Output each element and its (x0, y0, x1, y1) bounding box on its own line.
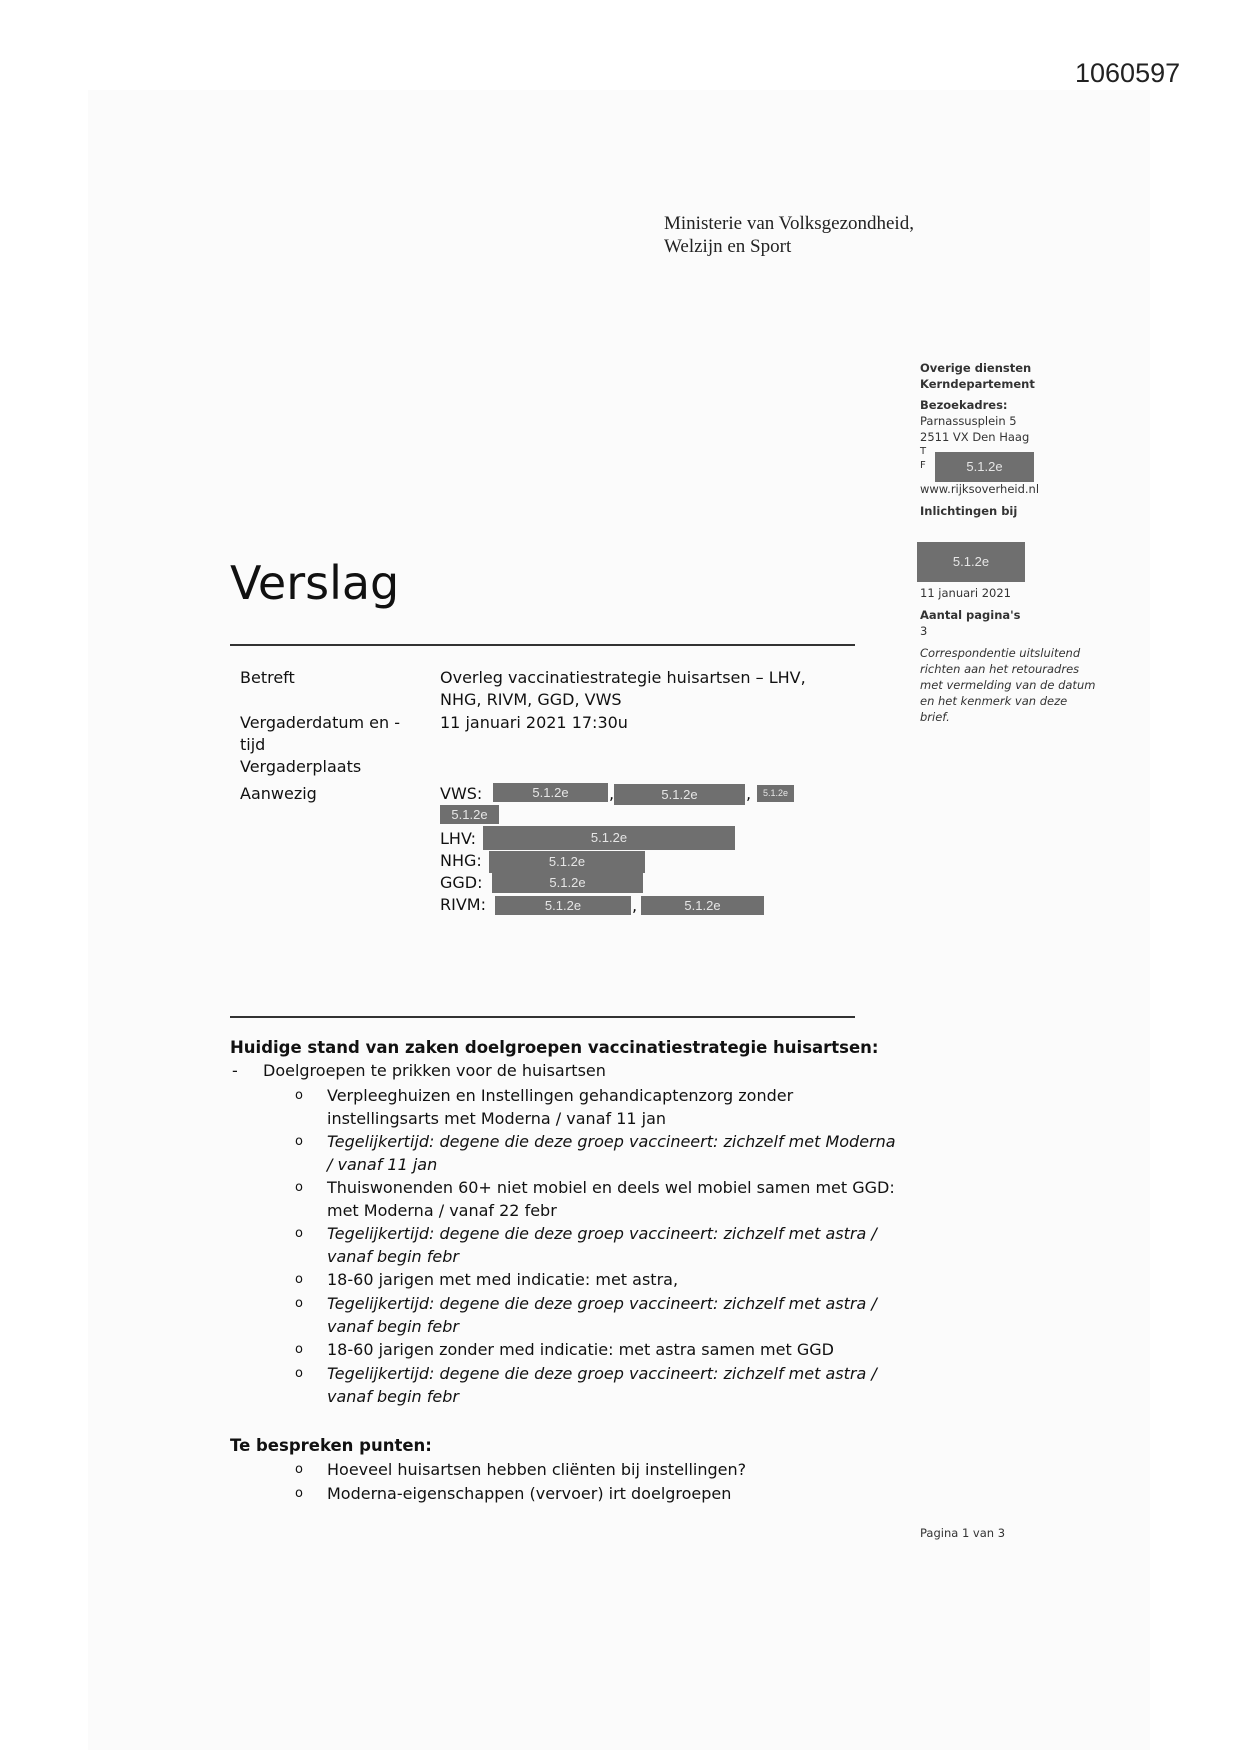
section-heading-discussion: Te bespreken punten: (230, 1436, 432, 1455)
note-line-4: en het kenmerk van deze (920, 694, 1068, 708)
nhg-label: NHG: (440, 851, 482, 870)
note-line-1: Correspondentie uitsluitend (920, 646, 1081, 660)
address-line-1: Parnassusplein 5 (920, 414, 1017, 428)
bullet: o (295, 1342, 303, 1357)
subject-line-2: NHG, RIVM, GGD, VWS (440, 690, 622, 709)
bullet: o (295, 1088, 303, 1103)
list-item-line: Tegelijkertijd: degene die deze groep vaccineert: zichzelf met astra / (327, 1294, 877, 1313)
list-item-line: vanaf begin febr (327, 1387, 459, 1406)
redaction-rivm-1: 5.1.2e (495, 896, 631, 915)
list-item-line: 18-60 jarigen met med indicatie: met astra, (327, 1270, 679, 1289)
list-item (327, 1130, 896, 1176)
website: www.rijksoverheid.nl (920, 482, 1040, 496)
comma: , (746, 784, 752, 803)
pages-label: Aantal pagina's (920, 608, 1021, 622)
list-item-line: vanaf begin febr (327, 1247, 459, 1266)
sidebar-dept-1: Overige diensten (920, 361, 1032, 375)
subject-line-1: Overleg vaccinatiestrategie huisartsen – LHV, (440, 668, 806, 687)
list-item-line: Thuiswonenden 60+ niet mobiel en deels wel mobiel samen met GGD: (327, 1178, 895, 1197)
discussion-item: Hoeveel huisartsen hebben cliënten bij instellingen? (327, 1460, 747, 1479)
ministry-line-2: Welzijn en Sport (664, 236, 792, 257)
present-label: Aanwezig (240, 784, 317, 803)
list-item-line: 18-60 jarigen zonder med indicatie: met astra samen met GGD (327, 1340, 834, 1359)
meeting-date: 11 januari 2021 17:30u (440, 713, 628, 732)
bullet: o (295, 1226, 303, 1241)
list-item-line: instellingsarts met Moderna / vanaf 11 jan (327, 1109, 667, 1128)
list-item-line: Verpleeghuizen en Instellingen gehandicaptenzorg zonder (327, 1086, 794, 1105)
list-item (327, 1268, 678, 1291)
subject-value (440, 667, 806, 711)
note-line-5: brief. (920, 710, 950, 724)
list-item (327, 1222, 877, 1268)
tel-label: T (920, 446, 927, 457)
list-item-line: Tegelijkertijd: degene die deze groep vaccineert: zichzelf met astra / (327, 1364, 877, 1383)
fax-label: F (920, 460, 926, 471)
page-title: Verslag (230, 556, 400, 610)
comma: , (632, 896, 638, 915)
date-time-label-2: tijd (240, 735, 266, 754)
target-groups-intro: Doelgroepen te prikken voor de huisartsen (263, 1061, 606, 1080)
list-item-line: Tegelijkertijd: degene die deze groep vaccineert: zichzelf met astra / (327, 1224, 877, 1243)
list-item-line: Tegelijkertijd: degene die deze groep vaccineert: zichzelf met Moderna (327, 1132, 896, 1151)
lhv-label: LHV: (440, 829, 476, 848)
comma: , (609, 784, 615, 803)
list-item-line: vanaf begin febr (327, 1317, 459, 1336)
ministry-name (664, 212, 914, 258)
list-item (327, 1084, 793, 1130)
redaction-nhg: 5.1.2e (489, 851, 645, 873)
redaction-vws-4: 5.1.2e (440, 805, 499, 824)
ggd-label: GGD: (440, 873, 483, 892)
visit-label: Bezoekadres: (920, 398, 1008, 412)
pages-value: 3 (920, 624, 928, 638)
bullet: o (295, 1180, 303, 1195)
note-line-2: richten aan het retouradres (920, 662, 1080, 676)
date-value: 11 januari 2021 (920, 586, 1012, 600)
section-heading-status: Huidige stand van zaken doelgroepen vaccinatiestrategie huisartsen: (230, 1038, 879, 1057)
note-line-3: met vermelding van de datum (920, 678, 1096, 692)
page-footer: Pagina 1 van 3 (920, 1526, 1006, 1540)
bullet: o (295, 1272, 303, 1287)
redaction-ggd: 5.1.2e (492, 873, 643, 893)
place-label: Vergaderplaats (240, 757, 362, 776)
bullet: o (295, 1296, 303, 1311)
list-item (327, 1292, 877, 1338)
document-number: 1060597 (1075, 58, 1181, 88)
redaction-vws-3: 5.1.2e (757, 785, 794, 802)
ministry-line-1: Ministerie van Volksgezondheid, (664, 213, 914, 234)
info-label: Inlichtingen bij (920, 504, 1018, 518)
bullet: o (295, 1462, 303, 1477)
list-item-line: / vanaf 11 jan (327, 1155, 438, 1174)
redaction-phone: 5.1.2e (935, 452, 1034, 482)
bullet: o (295, 1486, 303, 1501)
redaction-vws-2: 5.1.2e (614, 784, 745, 805)
date-time-label (240, 712, 400, 756)
list-item-line: met Moderna / vanaf 22 febr (327, 1201, 557, 1220)
bullet: o (295, 1366, 303, 1381)
sidebar-dept-2: Kerndepartement (920, 377, 1035, 391)
list-item (327, 1176, 895, 1222)
redaction-contact: 5.1.2e (917, 542, 1025, 582)
address-line-2: 2511 VX Den Haag (920, 430, 1030, 444)
dash-marker: - (232, 1061, 238, 1080)
discussion-item: Moderna-eigenschappen (vervoer) irt doelgroepen (327, 1484, 732, 1503)
redaction-rivm-2: 5.1.2e (641, 896, 764, 915)
vws-label: VWS: (440, 784, 483, 803)
list-item (327, 1362, 877, 1408)
redaction-vws-1: 5.1.2e (493, 783, 608, 802)
divider-bottom (230, 1016, 855, 1018)
rivm-label: RIVM: (440, 895, 486, 914)
list-item (327, 1338, 834, 1361)
divider-top (230, 644, 855, 646)
subject-label: Betreft (240, 668, 295, 687)
bullet: o (295, 1134, 303, 1149)
redaction-lhv: 5.1.2e (483, 826, 735, 850)
date-time-label-1: Vergaderdatum en - (240, 713, 400, 732)
